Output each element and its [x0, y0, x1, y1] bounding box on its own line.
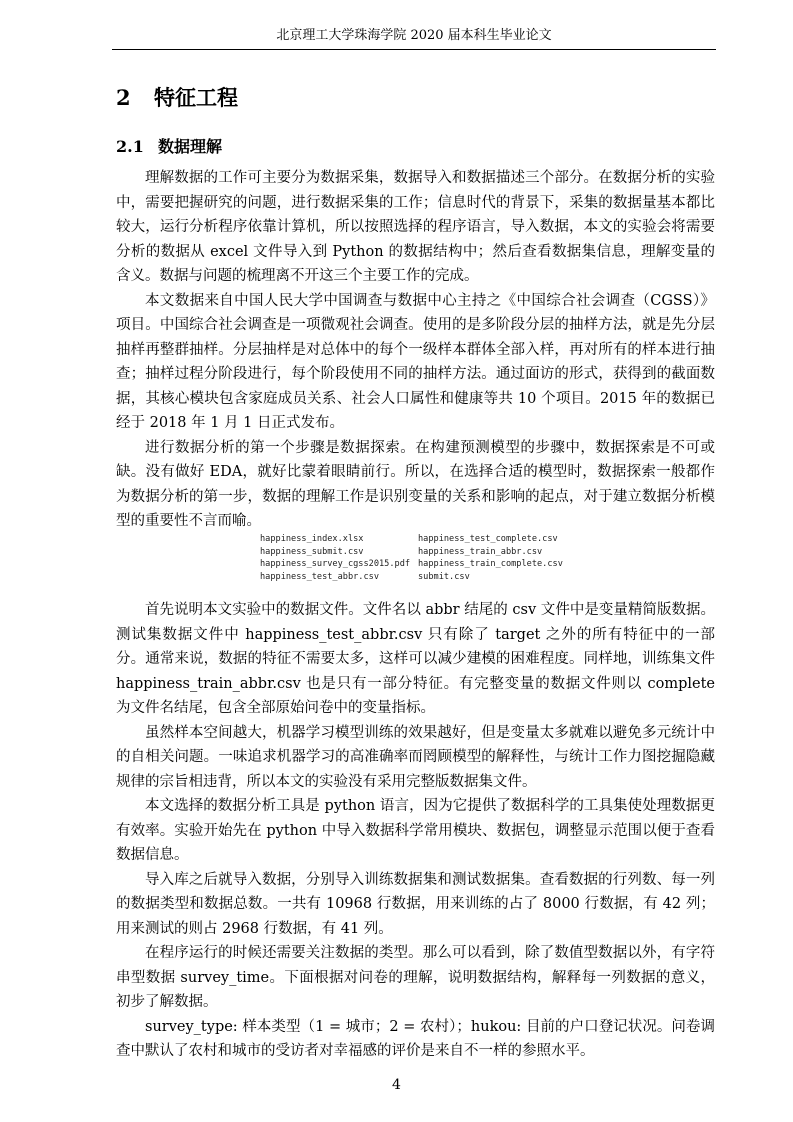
paragraph: 首先说明本文实验中的数据文件。文件名以 abbr 结尾的 csv 文件中是变量精简版数据。测试集数据文件中 happiness_test_abbr.csv 只有除了 target 之外的所有特征中的一部分。通常来说，数据的特征不需要太多，这样可以减少建模的困难程度。同样地，训练集文件 happiness_train_abbr.csv 也是只有一部分特征。有完整变量的数据文件则以 complete 为文件名结尾，包含全部原始问卷中的变量指标。: [116, 602, 715, 716]
file-listing-figure: [260, 534, 580, 584]
file-name: happiness_submit.csv: [260, 546, 364, 557]
paragraph: 理解数据的工作可主要分为数据采集，数据导入和数据描述三个部分。在数据分析的实验中，需要把握研究的问题，进行数据采集的工作；信息时代的背景下，采集的数据量基本都比较大，运行分析程序依靠计算机，所以按照选择的程序语言，导入数据，本文的实验会将需要分析的数据从 excel 文件导入到 Python 的数据结构中；然后查看数据集信息，理解变量的含义。数据与问题的梳理离不开这三个主要工作的完成。: [116, 170, 715, 284]
paragraph: 虽然样本空间越大，机器学习模型训练的效果越好，但是变量太多就难以避免多元统计中的自相关问题。一味追求机器学习的高准确率而罔顾模型的解释性，与统计工作力图挖掘隐藏规律的宗旨相违背，所以本文的实验没有采用完整版数据集文件。: [116, 724, 715, 790]
file-name: happiness_survey_cgss2015.pdf: [260, 559, 411, 569]
file-name: happiness_index.xlsx: [260, 534, 364, 544]
file-name: happiness_train_complete.csv: [418, 559, 563, 569]
section-title: 数据理解: [158, 137, 223, 156]
paragraph: 本文数据来自中国人民大学中国调查与数据中心主持之《中国综合社会调查（CGSS）》项目。中国综合社会调查是一项微观社会调查。使用的是多阶段分层的抽样方法，就是先分层抽样再整群抽样。分层抽样是对总体中的每个一级样本群体全部入样，再对所有的样本进行抽查；抽样过程分阶段进行，每个阶段使用不同的抽样方法。通过面访的形式，获得到的截面数据，其核心模块包含家庭成员关系、社会人口属性和健康等共 10 个项目。2015 年的数据已经于 2018 年 1 月 1 日正式发布。: [116, 292, 715, 431]
body-text-bottom: [116, 598, 715, 1064]
paragraph: survey_type: 样本类型（1 = 城市；2 = 农村）；hukou: 目前的户口登记状况。问卷调查中默认了农村和城市的受访者对幸福感的评价是来自不一样的参照水平。: [116, 1018, 715, 1059]
paragraph: 进行数据分析的第一个步骤是数据探索。在构建预测模型的步骤中，数据探索是不可或缺。没有做好 EDA，就好比蒙着眼睛前行。所以，在选择合适的模型时，数据探索一般都作为数据分析的第一步，数据的理解工作是识别变量的关系和影响的起点，对于建立数据分析模型的重要性不言而喻。: [116, 439, 715, 529]
chapter-number: 2: [116, 85, 131, 110]
page-number: 4: [392, 1077, 401, 1093]
chapter-title: 特征工程: [154, 85, 238, 110]
paragraph: 导入库之后就导入数据，分别导入训练数据集和测试数据集。查看数据的行列数、每一列的数据类型和数据总数。一共有 10968 行数据，用来训练的占了 8000 行数据，有 42 列；用来测试的则占 2968 行数据，有 41 列。: [116, 871, 715, 937]
section-number: 2.1: [116, 137, 144, 156]
file-name: happiness_train_abbr.csv: [418, 546, 543, 557]
paragraph: 在程序运行的时候还需要关注数据的类型。那么可以看到，除了数值型数据以外，有字符串型数据 survey_time。下面根据对问卷的理解，说明数据结构，解释每一列数据的意义，初步了解数据。: [116, 945, 715, 1010]
running-header: 北京理工大学珠海学院 2020 届本科生毕业论文: [112, 24, 716, 50]
paragraph: 本文选择的数据分析工具是 python 语言，因为它提供了数据科学的工具集使处理数据更有效率。实验开始先在 python 中导入数据科学常用模块、数据包，调整显示范围以便于查看数据信息。: [116, 798, 715, 863]
chapter-heading: [116, 82, 238, 112]
body-text-top: [116, 166, 715, 534]
file-name: submit.csv: [418, 571, 470, 582]
file-name: happiness_test_abbr.csv: [260, 571, 379, 582]
file-name: happiness_test_complete.csv: [418, 534, 558, 544]
section-heading: [116, 134, 222, 157]
